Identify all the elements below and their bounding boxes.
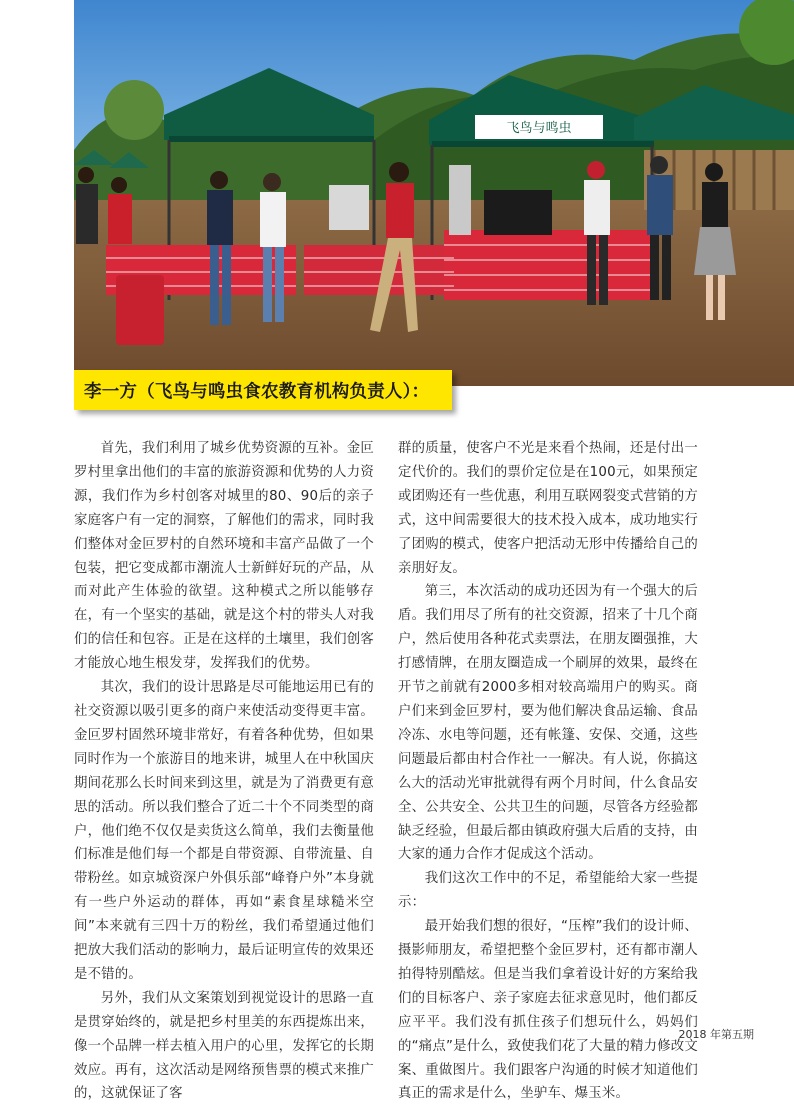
paragraph: 群的质量，使客户不光是来看个热闹，还是付出一定代价的。我们的票价定位是在100元，如果预定或团购还有一些优惠，利用互联网裂变式营销的方式，这中间需要很大的技术投入成本，成功地实行了团购的模式，使客户把活动无形中传播给自己的亲朋好友。 [398, 441, 698, 576]
svg-text:飞鸟与鸣虫: 飞鸟与鸣虫 [506, 121, 572, 136]
heading-text: 李一方（飞鸟与鸣虫食农教育机构负责人）： [84, 381, 430, 402]
paragraph: 首先，我们利用了城乡优势资源的互补。金叵罗村里拿出他们的丰富的旅游资源和优势的人力资源，我们作为乡村创客对城里的80、90后的亲子家庭客户有一定的洞察，了解他们的需求，同时我们整体对金叵罗村的自然环境和丰富产品做了一个包装，把它变成都市潮流人士新鲜好玩的产品，从而对此产生体验的欲望。这种模式之所以能够存在，有一个坚实的基础，就是这个村的带头人对我们的信任和包容。正是在这样的土壤里，我们创客才能放心地生根发芽，发挥我们的优势。 [74, 441, 374, 672]
issue-footer: 2018 年第五期 [678, 1028, 754, 1041]
right-column [398, 437, 698, 1106]
section-heading [74, 370, 452, 410]
paragraph: 最开始我们想的很好，“压榨”我们的设计师、摄影师朋友，希望把整个金叵罗村，还有都市潮人拍得特别酷炫。但是当我们拿着设计好的方案给我们的目标客户、亲子家庭去征求意见时，他们都反应平平。我们没有抓住孩子们想玩什么，妈妈们的“痛点”是什么，致使我们花了大量的精力修改文案、重做图片。我们跟客户沟通的时候才知道他们真正的需求是什么，坐驴车、爆玉米。 [398, 919, 698, 1102]
left-column [74, 437, 374, 1106]
market-photo [74, 0, 794, 386]
paragraph: 第三，本次活动的成功还因为有一个强大的后盾。我们用尽了所有的社交资源，招来了十几个商户，然后使用各种花式卖票法，在朋友圈强推，大打感情牌，在朋友圈造成一个刷屏的效果，最终在开节之前就有2000多相对较高端用户的购买。商户们来到金叵罗村，要为他们解决食品运输、食品冷冻、水电等问题，还有帐篷、安保、交通，这些问题最后都由村合作社一一解决。有人说，你搞这么大的活动光审批就得有两个月时间，什么食品安全、公共安全、公共卫生的问题，尽管各方经验都缺乏经验，但最后都由镇政府强大后盾的支持，由大家的通力合作才促成这个活动。 [398, 584, 698, 863]
paragraph: 我们这次工作中的不足，希望能给大家一些提示： [398, 871, 698, 911]
paragraph: 其次，我们的设计思路是尽可能地运用已有的社交资源以吸引更多的商户来使活动变得更丰富。金叵罗村固然环境非常好，有着各种优势，但如果同时作为一个旅游目的地来讲，城里人在中秋国庆期间花那么长时间来到这里，就是为了消费更有意思的活动。所以我们整合了近二十个不同类型的商户，他们绝不仅仅是卖货这么简单，我们去衡量他们标准是他们每一个都是自带资源、自带流量、自带粉丝。如京城资深户外俱乐部“峰脊户外”本身就有一些户外运动的群体，再如“素食星球糙米空间”本来就有三四十万的粉丝，我们希望通过他们把放大我们活动的影响力，最后证明宣传的效果还是不错的。 [74, 680, 374, 982]
paragraph: 另外，我们从文案策划到视觉设计的思路一直是贯穿始终的，就是把乡村里美的东西提炼出来，像一个品牌一样去植入用户的心里，发挥它的长期效应。再有，这次活动是网络预售票的模式来推广的，这就保证了客 [74, 990, 374, 1102]
